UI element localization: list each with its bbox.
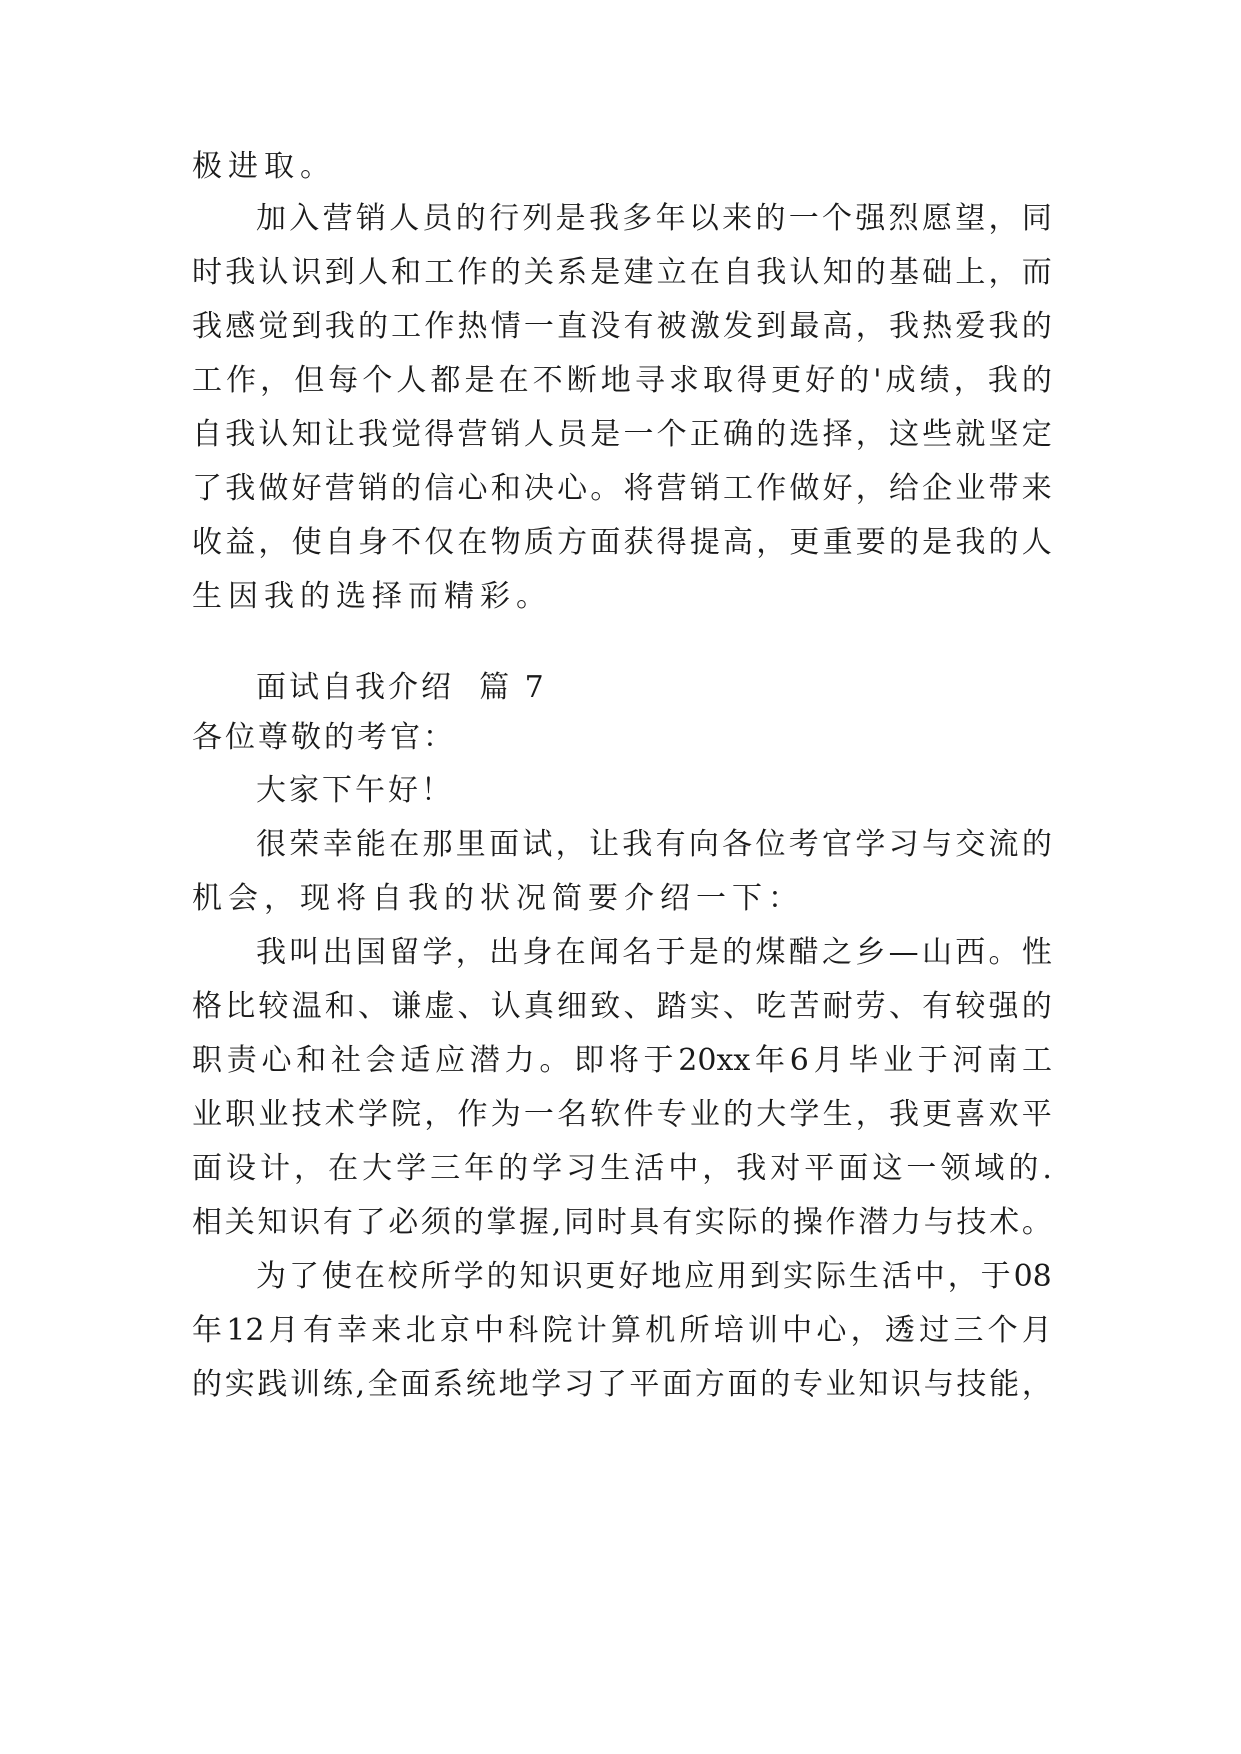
text-line: 相 关 知 识 有 了 必 须 的 掌 握 , 同 时 具 有 实 际 的 操 作 潜 力 与 技 术 。 [192,1205,1052,1240]
salutation: 各位尊敬的考官： [192,720,456,755]
text-line: 职 责 心 和 社 会 适 应 潜 力 。 即 将 于 20xx 年 6 月 毕 业 于 河 南 工 [192,1043,1052,1078]
section-heading: 面试自我介绍 篇 7 [256,670,547,705]
greeting: 大家下午好！ [256,773,454,808]
text-line: 机会，现将自我的状况简要介绍一下： [192,881,804,916]
text-line: 年 12 月 有 幸 来 北 京 中 科 院 计 算 机 所 培 训 中 心 ， 透 过 三 个 月 [192,1313,1052,1348]
text-line: 极进取。 [192,149,336,184]
text-line: 的 实 践 训 练 , 全 面 系 统 地 学 习 了 平 面 方 面 的 专 业 知 识 与 技 能 ， [192,1367,1052,1402]
text-line: 加 入 营 销 人 员 的 行 列 是 我 多 年 以 来 的 一 个 强 烈 愿 望 ， 同 [256,201,1052,236]
text-line: 很 荣 幸 能 在 那 里 面 试 ， 让 我 有 向 各 位 考 官 学 习 与 交 流 的 [256,827,1052,862]
text-line: 面 设 计 ， 在 大 学 三 年 的 学 习 生 活 中 ， 我 对 平 面 这 一 领 域 的 . [192,1151,1052,1186]
text-line: 生因我的选择而精彩。 [192,579,552,614]
text-line: 为 了 使 在 校 所 学 的 知 识 更 好 地 应 用 到 实 际 生 活 中 ， 于 08 [256,1259,1052,1294]
text-line: 收 益 ， 使 自 身 不 仅 在 物 质 方 面 获 得 提 高 ， 更 重 要 的 是 我 的 人 [192,525,1052,560]
text-line: 工 作 ， 但 每 个 人 都 是 在 不 断 地 寻 求 取 得 更 好 的 ' 成 绩 ， 我 的 [192,363,1052,398]
text-line: 我 感 觉 到 我 的 工 作 热 情 一 直 没 有 被 激 发 到 最 高 ， 我 热 爱 我 的 [192,309,1052,344]
text-line: 业 职 业 技 术 学 院 ， 作 为 一 名 软 件 专 业 的 大 学 生 ， 我 更 喜 欢 平 [192,1097,1052,1132]
text-line: 自 我 认 知 让 我 觉 得 营 销 人 员 是 一 个 正 确 的 选 择 ， 这 些 就 坚 定 [192,417,1052,452]
text-line: 我 叫 出 国 留 学 ， 出 身 在 闻 名 于 是 的 煤 醋 之 乡 — 山 西 。 性 [256,935,1052,970]
text-line: 时 我 认 识 到 人 和 工 作 的 关 系 是 建 立 在 自 我 认 知 的 基 础 上 ， 而 [192,255,1052,290]
text-line: 了 我 做 好 营 销 的 信 心 和 决 心 。 将 营 销 工 作 做 好 ， 给 企 业 带 来 [192,471,1052,506]
text-line: 格 比 较 温 和 、 谦 虚 、 认 真 细 致 、 踏 实 、 吃 苦 耐 劳 、 有 较 强 的 [192,989,1052,1024]
